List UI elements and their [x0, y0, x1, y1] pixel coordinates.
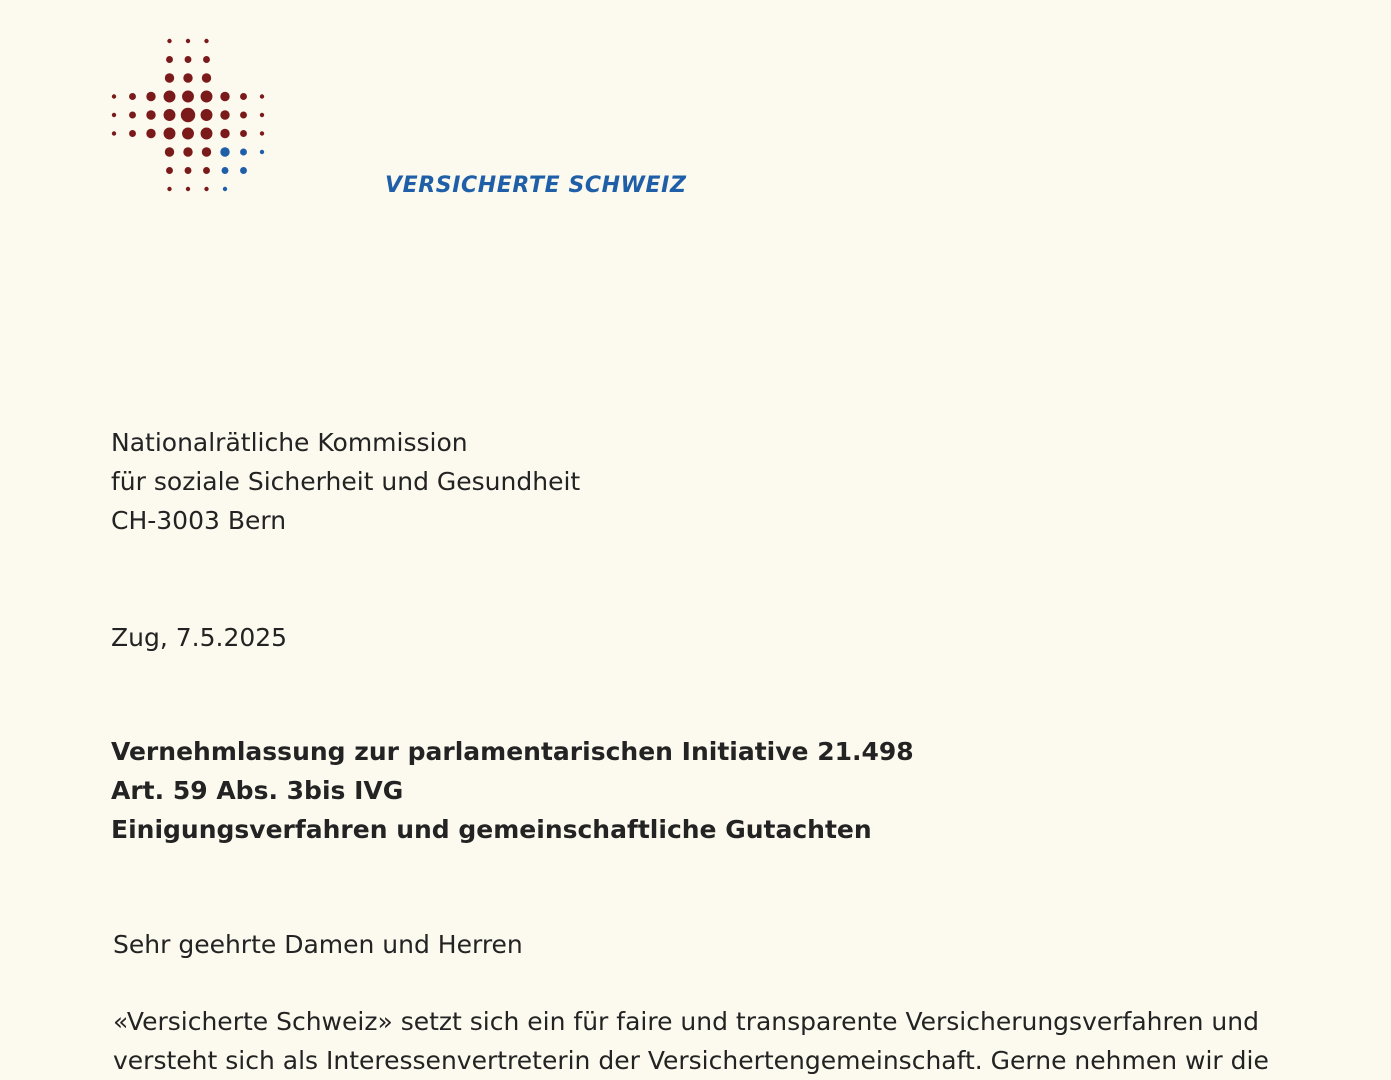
logo-dot — [240, 167, 247, 174]
logo-dot — [164, 91, 176, 103]
logo-dot — [165, 147, 174, 156]
logo — [108, 34, 687, 199]
logo-dot — [240, 149, 247, 156]
subject-line: Einigungsverfahren und gemeinschaftliche Gutachten — [111, 815, 872, 844]
logo-dot — [146, 92, 155, 101]
logo-dot — [112, 113, 116, 117]
salutation: Sehr geehrte Damen und Herren — [113, 930, 523, 959]
logo-dot — [183, 73, 192, 82]
logo-dot — [203, 56, 210, 63]
logo-dot — [240, 112, 247, 119]
logo-dot — [186, 39, 190, 43]
dotted-cross-icon — [108, 34, 278, 199]
body-line: «Versicherte Schweiz» setzt sich ein für faire und transparente Versicherungsverfahren und — [113, 1007, 1259, 1036]
logo-dot — [112, 94, 116, 98]
logo-dot — [164, 128, 176, 140]
logo-dot — [112, 131, 116, 135]
logo-dot — [129, 93, 136, 100]
body-line: versteht sich als Interessenvertreterin der Versichertengemeinschaft. Gerne nehmen wir die — [113, 1046, 1269, 1075]
logo-dot — [185, 167, 192, 174]
logo-dot — [223, 187, 227, 191]
logo-dot — [164, 109, 176, 121]
logo-dot — [146, 110, 155, 119]
logo-dot — [260, 94, 264, 98]
logo-dot — [166, 56, 173, 63]
logo-dot — [204, 187, 208, 191]
logo-dot — [260, 150, 264, 154]
logo-dot — [222, 167, 229, 174]
logo-dot — [166, 167, 173, 174]
logo-dot — [220, 129, 229, 138]
logo-dot — [185, 56, 192, 63]
subject-line: Art. 59 Abs. 3bis IVG — [111, 776, 404, 805]
logo-dot — [260, 131, 264, 135]
logo-dot — [201, 91, 213, 103]
logo-brand-text: VERSICHERTE SCHWEIZ — [385, 173, 687, 198]
logo-dot — [182, 128, 194, 140]
logo-dot — [183, 147, 192, 156]
logo-dot — [220, 92, 229, 101]
recipient-line: Nationalrätliche Kommission — [111, 428, 468, 457]
logo-dot — [240, 93, 247, 100]
logo-dot — [202, 147, 211, 156]
logo-dot — [181, 108, 195, 122]
logo-dot — [129, 130, 136, 137]
logo-dot — [146, 129, 155, 138]
logo-dot — [129, 112, 136, 119]
logo-dot — [201, 109, 213, 121]
recipient-line: CH-3003 Bern — [111, 506, 287, 535]
subject-block — [111, 732, 914, 849]
logo-dot — [220, 110, 229, 119]
logo-dot — [201, 128, 213, 140]
logo-dot — [203, 167, 210, 174]
logo-dot — [186, 187, 190, 191]
logo-dot — [240, 130, 247, 137]
body-paragraph — [113, 1002, 1269, 1080]
logo-dot — [220, 147, 229, 156]
logo-dot — [204, 39, 208, 43]
logo-dot — [182, 91, 194, 103]
recipient-address — [111, 423, 580, 540]
subject-line: Vernehmlassung zur parlamentarischen Initiative 21.498 — [111, 737, 914, 766]
logo-dot — [167, 187, 171, 191]
letter-date: Zug, 7.5.2025 — [111, 623, 288, 652]
logo-dot — [165, 73, 174, 82]
recipient-line: für soziale Sicherheit und Gesundheit — [111, 467, 581, 496]
logo-dot — [167, 39, 171, 43]
logo-dot — [202, 73, 211, 82]
logo-dot — [260, 113, 264, 117]
